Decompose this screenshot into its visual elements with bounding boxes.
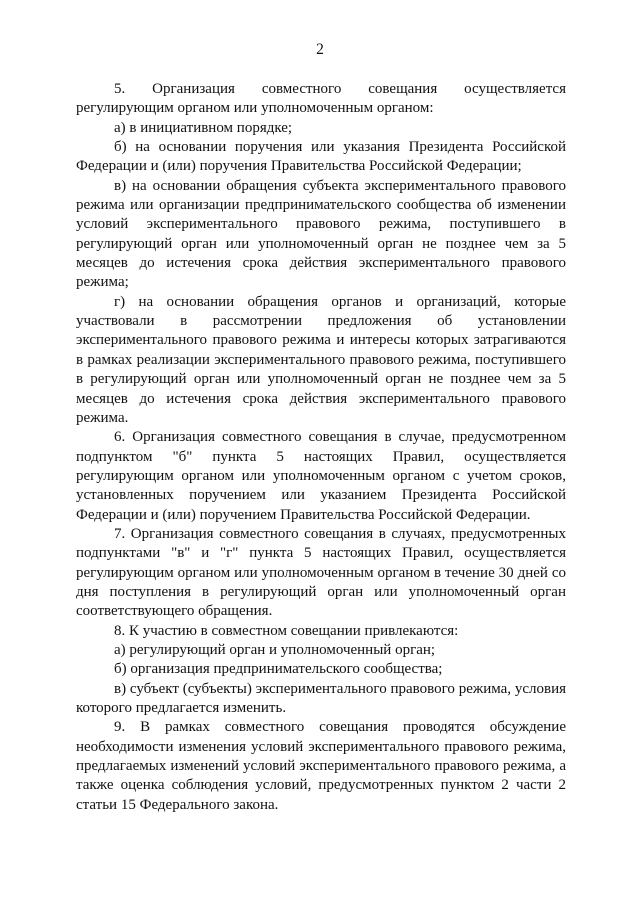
paragraph-8b: б) организация предпринимательского сообщества;: [114, 661, 443, 678]
paragraph-5b: б) на основании поручения или указания Президента Российской Федерации и (или) поручения Правительства Российской Федерации;: [76, 139, 566, 175]
paragraph-5a: а) в инициативном порядке;: [114, 119, 293, 136]
paragraph-8v: в) субъект (субъекты) экспериментального правового режима, условия которого предлагается изменить.: [76, 680, 566, 716]
paragraph-5g: г) на основании обращения органов и организаций, которые участвовали в рассмотрении предложения об установлении экспериментального правового режима и интересы которых затрагиваются в рамках реализации экспериментального правового режима, поступившего в регулирующий орган или уполномоченный орган не позднее чем за 5 месяцев до истечения срока действия экспериментального правового режима.: [76, 293, 566, 426]
paragraph-7: 7. Организация совместного совещания в случаях, предусмотренных подпунктами "в" и "г" пункта 5 настоящих Правил, осуществляется регулирующим органом или уполномоченным органом в течение 30 дней со дня поступления в регулирующий орган или уполномоченный орган соответствующего обращения.: [76, 525, 566, 620]
paragraph-5: 5. Организация совместного совещания осуществляется регулирующим органом или уполномоченным органом:: [76, 81, 566, 117]
paragraph-8a: а) регулирующий орган и уполномоченный орган;: [114, 641, 436, 658]
document-body: [76, 80, 566, 815]
paragraph-6: 6. Организация совместного совещания в случае, предусмотренном подпунктом "б" пункта 5 настоящих Правил, осуществляется регулирующим органом или уполномоченным органом с учетом сроков, установленных поручением или указанием Президента Российской Федерации и (или) поручением Правительства Российской Федерации.: [76, 429, 566, 523]
page-number: 2: [316, 41, 324, 58]
paragraph-9: 9. В рамках совместного совещания проводятся обсуждение необходимости изменения условий экспериментального правового режима, предлагаемых изменений условий экспериментального правового режима, а также оценка соблюдения условий, предусмотренных пунктом 2 части 2 статьи 15 Федерального закона.: [76, 719, 566, 813]
paragraph-8: 8. К участию в совместном совещании привлекаются:: [114, 622, 459, 639]
paragraph-5v: в) на основании обращения субъекта экспериментального правового режима или организации предпринимательского сообщества об изменении условий экспериментального правового режима, поступившего в регулирующий орган или уполномоченный орган не позднее чем за 5 месяцев до истечения срока действия экспериментального правового режима;: [76, 177, 566, 291]
